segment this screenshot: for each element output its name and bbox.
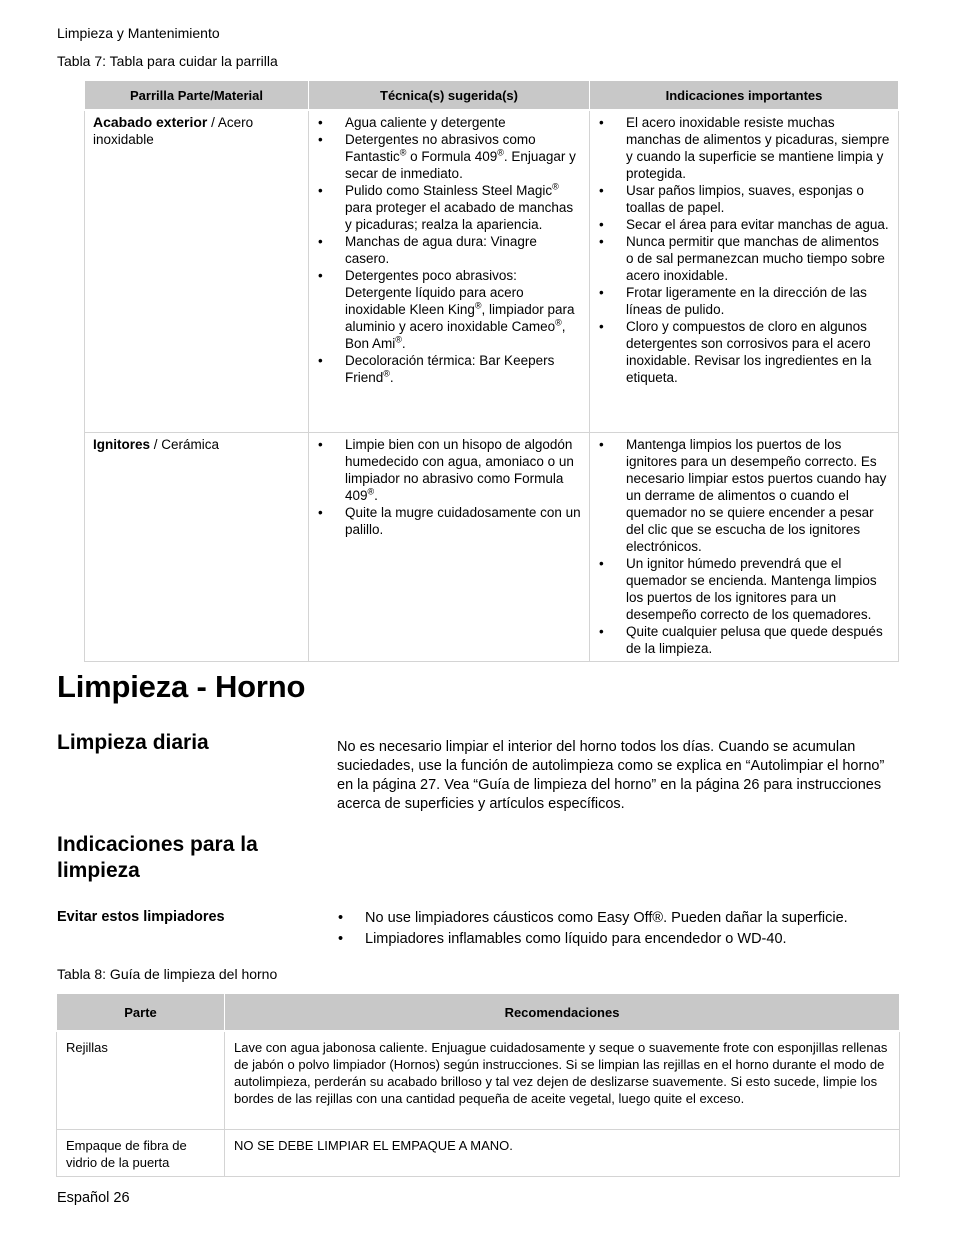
recommendation-cell: Lave con agua jabonosa caliente. Enjuague cuidadosamente y seque o suavemente frote con esponjillas rellenas de jabón o polvo limpiador (Hornos) según instrucciones. Si se limpian las rejillas en el horno durante el modo de autolimpieza, perderán su acabado brilloso y tal vez dejen de deslizarse suavemente. Si esto sucede, limpie los bordes de las rejillas con una cantidad pequeña de aceite vegetal, luego quite el exceso.: [225, 1031, 900, 1129]
technique-cell: [309, 110, 590, 432]
table7-caption: Tabla 7: Tabla para cuidar la parrilla: [57, 53, 278, 69]
part-material: / Cerámica: [150, 436, 220, 452]
technique-list: [317, 436, 581, 538]
table-row: [57, 1129, 900, 1176]
list-item: • No use limpiadores cáusticos como Easy Off®. Pueden dañar la superficie.: [337, 908, 907, 929]
table7-header-technique: Técnica(s) sugerida(s): [309, 81, 590, 111]
list-item: • Manchas de agua dura: Vinagre casero.: [317, 233, 581, 267]
part-cell: [85, 110, 309, 432]
registered-mark: ®: [552, 181, 559, 192]
list-item: • Mantenga limpios los puertos de los ignitores para un desempeño correcto. Es necesario limpiar estos puertos cuando hay un derrame de alimentos o cuando el quemador no se quiere encender a pesar del clic que se escucha de los ignitores electrónicos.: [598, 436, 890, 555]
list-item: • Nunca permitir que manchas de alimentos o de sal permanezcan mucho tiempo sobre acero inoxidable.: [598, 233, 890, 284]
technique-cell: [309, 432, 590, 661]
daily-cleaning-heading: Limpieza diaria: [57, 731, 209, 754]
table-row: [85, 110, 899, 432]
technique-list: [317, 114, 581, 386]
list-item: • Decoloración térmica: Bar Keepers Friend®.: [317, 352, 581, 386]
table8-caption: Tabla 8: Guía de limpieza del horno: [57, 966, 278, 982]
part-material: / Acero inoxidable: [93, 115, 254, 147]
registered-mark: ®: [474, 300, 482, 311]
registered-mark: ®: [395, 334, 402, 345]
page-number: Español 26: [57, 1190, 130, 1206]
part-name: Ignitores: [93, 436, 151, 452]
list-item: • Quite cualquier pelusa que quede después de la limpieza.: [598, 623, 890, 657]
registered-mark: ®: [367, 486, 375, 496]
oven-cleaning-table: [56, 993, 900, 1177]
table7-header-part: Parrilla Parte/Material: [85, 81, 309, 111]
part-cell: [85, 432, 309, 661]
notes-list: [598, 436, 890, 657]
part-cell: Rejillas: [57, 1031, 225, 1129]
table7-header-notes: Indicaciones importantes: [590, 81, 899, 111]
list-item: • Usar paños limpios, suaves, esponjas o toallas de papel.: [598, 182, 890, 216]
table-row: [57, 1031, 900, 1129]
recommendation-cell: NO SE DEBE LIMPIAR EL EMPAQUE A MANO.: [225, 1129, 900, 1176]
avoid-cleaners-heading: Evitar estos limpiadores: [57, 909, 225, 925]
grill-care-table: [84, 80, 899, 662]
notes-cell: [590, 432, 899, 661]
cleaning-instructions-heading: Indicaciones para la limpieza: [57, 833, 258, 882]
list-item: • Limpie bien con un hisopo de algodón humedecido con agua, amoniaco o un limpiador no abrasivo como Formula 409®.: [317, 436, 581, 504]
list-item: • Cloro y compuestos de cloro en algunos detergentes son corrosivos para el acero inoxidable. Revisar los ingredientes en la etiqueta.: [598, 318, 890, 386]
registered-mark: ®: [497, 147, 504, 158]
list-item: • Pulido como Stainless Steel Magic® para proteger el acabado de manchas y picaduras; realza la apariencia.: [317, 182, 581, 233]
list-item: • El acero inoxidable resiste muchas manchas de alimentos y picaduras, siempre y cuando la superficie se mantiene limpia y protegida.: [598, 114, 890, 182]
registered-mark: ®: [383, 368, 390, 379]
list-item: • Limpiadores inflamables como líquido para encendedor o WD-40.: [337, 929, 907, 950]
table8-header-recommendations: Recomendaciones: [225, 994, 900, 1032]
avoid-cleaners-list: [337, 908, 907, 950]
list-item: • Agua caliente y detergente: [317, 114, 581, 131]
table-row: [85, 432, 899, 661]
registered-mark: ®: [399, 147, 407, 158]
list-item: • Frotar ligeramente en la dirección de las líneas de pulido.: [598, 284, 890, 318]
part-cell: Empaque de fibra de vidrio de la puerta: [57, 1129, 225, 1176]
running-header: Limpieza y Mantenimiento: [57, 25, 220, 41]
notes-cell: [590, 110, 899, 432]
notes-list: [598, 114, 890, 386]
registered-mark: ®: [555, 317, 562, 328]
part-name: Acabado exterior: [93, 114, 208, 130]
list-item: • Secar el área para evitar manchas de agua.: [598, 216, 890, 233]
list-item: • Quite la mugre cuidadosamente con un palillo.: [317, 504, 581, 538]
list-item: • Un ignitor húmedo prevendrá que el quemador se encienda. Mantenga limpios los puertos de los ignitores para un desempeño correcto de los quemadores.: [598, 555, 890, 623]
table8-header-part: Parte: [57, 994, 225, 1032]
page-title: Limpieza - Horno: [57, 669, 306, 704]
list-item: • Detergentes poco abrasivos: Detergente líquido para acero inoxidable Kleen King®, limpiador para aluminio y acero inoxidable Cameo®, Bon Ami®.: [317, 267, 581, 352]
daily-cleaning-text: No es necesario limpiar el interior del horno todos los días. Cuando se acumulan suciedades, use la función de autolimpieza como se explica en “Autolimpiar el horno” en la página 27. Vea “Guía de limpieza del horno” en la página 26 para instrucciones acerca de superficies y artículos específicos.: [337, 739, 885, 812]
list-item: • Detergentes no abrasivos como Fantastic® o Formula 409®. Enjuagar y secar de inmediato.: [317, 131, 581, 182]
